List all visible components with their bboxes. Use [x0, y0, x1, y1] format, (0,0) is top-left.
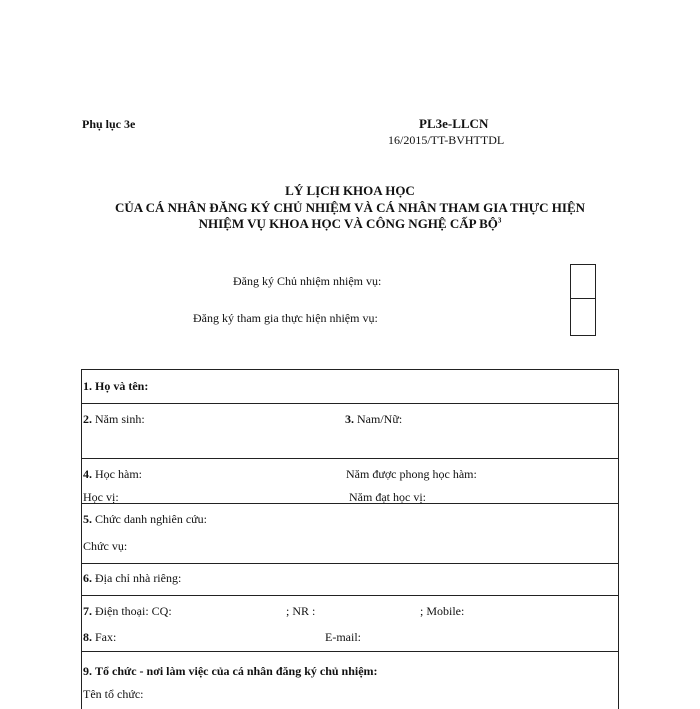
- gender-field[interactable]: 3. Nam/Nữ:: [345, 412, 403, 426]
- row-divider: [82, 595, 618, 596]
- gender-label: Nam/Nữ:: [357, 412, 403, 426]
- academic-title-year-label[interactable]: Năm được phong học hàm:: [346, 467, 477, 481]
- mobile-label[interactable]: ; Mobile:: [420, 604, 465, 618]
- title-line-3: NHIỆM VỤ KHOA HỌC VÀ CÔNG NGHỆ CẤP BỘ$^3$: [198, 216, 502, 231]
- office-phone-label: Điện thoại: CQ:: [95, 604, 172, 618]
- home-address-field[interactable]: 6. Địa chỉ nhà riêng:: [83, 571, 182, 585]
- degree-year-label[interactable]: Năm đạt học vị:: [349, 490, 426, 504]
- register-lead-checkbox[interactable]: [570, 264, 596, 299]
- appendix-label: Phụ lục 3e: [82, 117, 136, 131]
- position-label[interactable]: Chức vụ:: [83, 539, 128, 553]
- academic-title-label: Học hàm:: [95, 467, 142, 481]
- home-phone-label[interactable]: ; NR :: [286, 604, 316, 618]
- fax-field[interactable]: 8. Fax:: [83, 630, 117, 644]
- organization-field[interactable]: 9. Tổ chức - nơi làm việc của cá nhân đăng ký chủ nhiệm:: [83, 664, 378, 678]
- research-title-field[interactable]: 5. Chức danh nghiên cứu:: [83, 512, 207, 526]
- fax-label: Fax:: [95, 630, 117, 644]
- row-divider: [82, 403, 618, 404]
- research-title-label: Chức danh nghiên cứu:: [95, 512, 207, 526]
- personal-info-form: [81, 369, 619, 709]
- row-divider: [82, 458, 618, 459]
- title-line-2: CỦA CÁ NHÂN ĐĂNG KÝ CHỦ NHIỆM VÀ CÁ NHÂN THAM GIA THỰC HIỆN: [114, 200, 586, 215]
- register-member-label: Đăng ký tham gia thực hiện nhiệm vụ:: [193, 311, 378, 325]
- degree-label[interactable]: Học vị:: [83, 490, 119, 504]
- form-code: PL3e-LLCN: [419, 116, 489, 131]
- circular-reference: 16/2015/TT-BVHTTDL: [388, 133, 505, 147]
- full-name-field[interactable]: 1. Họ và tên:: [83, 379, 149, 393]
- academic-title-field[interactable]: 4. Học hàm:: [83, 467, 142, 481]
- register-member-checkbox[interactable]: [570, 299, 596, 336]
- row-divider: [82, 563, 618, 564]
- home-address-label: Địa chỉ nhà riêng:: [95, 571, 182, 585]
- birth-year-field[interactable]: 2. Năm sinh:: [83, 412, 145, 426]
- organization-name-label[interactable]: Tên tổ chức:: [83, 687, 144, 701]
- office-phone-field[interactable]: 7. Điện thoại: CQ:: [83, 604, 172, 618]
- birth-year-label: Năm sinh:: [95, 412, 145, 426]
- title-footnote-mark: 3: [497, 216, 502, 225]
- organization-heading: Tổ chức - nơi làm việc của cá nhân đăng ký chủ nhiệm:: [95, 664, 378, 678]
- full-name-label: Họ và tên:: [95, 379, 149, 393]
- title-line-1: LÝ LỊCH KHOA HỌC: [285, 183, 415, 198]
- register-lead-label: Đăng ký Chủ nhiệm nhiệm vụ:: [233, 274, 382, 288]
- row-divider: [82, 651, 618, 652]
- email-label[interactable]: E-mail:: [325, 630, 361, 644]
